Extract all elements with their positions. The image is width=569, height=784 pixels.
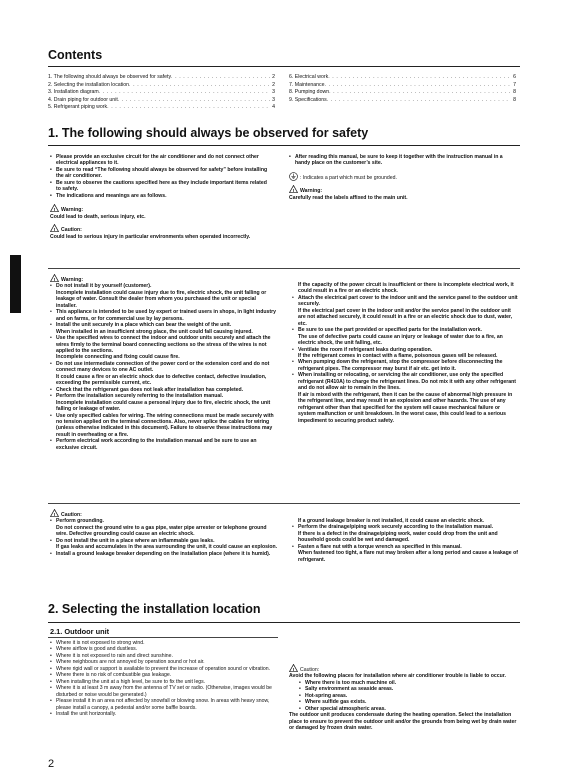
caution-legend: ! Caution: Could lead to serious injury in particular environments when operated incorrectly. (50, 224, 272, 240)
location-item: • Where neighbours are not annoyed by operation sound or hot air. (50, 659, 278, 665)
location-item: • When installing the unit at a high level, be sure to fix the unit legs. (50, 679, 278, 685)
svg-text:!: ! (292, 667, 295, 672)
location-item: • Where rigid wall or support is available to prevent the increase of operation sound or vibration. (50, 666, 278, 672)
warning-item: • Check that the refrigerant gas does not leak after installation has completed. (50, 387, 278, 393)
caution-item: • Install a ground leakage breaker depending on the installation place (where it is humid). (50, 551, 278, 557)
warning-item: • Do not use intermediate connection of the power cord or the extension cord and do not connect many devices to one AC outlet. It could cause a fire or an electric shock due to defective contact, defective insulation, exceeding the permissible current, etc. (50, 361, 278, 387)
intro-item: • After reading this manual, be sure to keep it together with the instruction manual in a handy place on the customer’s site. (289, 154, 517, 167)
box-caution-right: If a ground leakage breaker is not installed, it could cause an electric shock. • Perform the drainage/piping work securely according to the installation manual. If there is a defect in the drainage/piping work, water could drop from the unit and household goods could be wet and damaged. • Fasten a flare nut with a torque wrench as specified in this manual. When fastened too tight, a flare nut may broken after a long period and cause a leakage of refrigerant. (292, 518, 518, 563)
toc-entry[interactable]: 6. Electrical work . . . 6 (289, 74, 516, 82)
warning-item: • Perform electrical work according to the installation manual and be sure to use an exclusive circuit. (50, 438, 278, 451)
page-number: 2 (48, 758, 55, 770)
location-item: • Where airflow is good and dustless. (50, 646, 278, 652)
caution-icon (50, 224, 59, 232)
box-warning-rule (48, 268, 520, 269)
warning-icon (50, 204, 59, 212)
section2-rule (48, 622, 520, 623)
svg-text:!: ! (53, 227, 56, 233)
caution-item: • Perform the drainage/piping work securely according to the installation manual. If there is a defect in the drainage/piping work, water could drop from the unit and household goods could be wet and damaged. (292, 524, 518, 543)
warning-item: • Perform the installation securely referring to the installation manual. Incomplete installation could cause a personal injury due to fire, electric shock, the unit falling or leakage of water. (50, 393, 278, 412)
intro-item: • Please provide an exclusive circuit for the air conditioner and do not connect other electrical appliances to it. (50, 154, 272, 167)
toc-entry[interactable]: 5. Refrigerant piping work . . . 4 (48, 104, 275, 112)
section1-intro-right (289, 154, 517, 201)
toc-right (289, 74, 516, 104)
warning-icon (50, 274, 59, 282)
svg-text:!: ! (53, 512, 56, 517)
avoid-item: • Other special atmospheric areas. (299, 706, 517, 712)
warning-item: • Install the unit securely in a place which can bear the weight of the unit. When installed in an insufficient strong place, the unit could fall causing injured. (50, 322, 278, 335)
subsection-rule (48, 637, 278, 638)
warning-icon (289, 185, 298, 193)
svg-text:!: ! (292, 189, 295, 194)
box-caution-heading: ! Caution: (50, 509, 278, 518)
box-caution-rule (48, 503, 520, 504)
section1-rule (48, 145, 520, 146)
intro-item: • Be sure to read “The following should always be observed for safety” before installing the air conditioner. (50, 167, 272, 180)
ground-legend: : Indicates a part which must be grounded. (289, 172, 517, 181)
svg-text:!: ! (53, 207, 56, 213)
warning-legend: ! Warning: Could lead to death, serious injury, etc. (50, 204, 272, 220)
outdoor-unit-list (50, 640, 278, 717)
box-warning-left (50, 274, 278, 451)
toc-entry[interactable]: 3. Installation diagram . . . 3 (48, 89, 275, 97)
toc-entry[interactable]: 7. Maintenance . . . 7 (289, 82, 516, 90)
location-item: • Where it is at least 3 m away from the antenna of TV set or radio. (Otherwise, images would be disturbed or noise would be generated.) (50, 685, 278, 698)
toc-left (48, 74, 275, 112)
section2-title: 2. Selecting the installation location (48, 602, 261, 616)
svg-text:!: ! (53, 277, 56, 282)
warning-item: • Do not install it by yourself (customer). Incomplete installation could cause injury due to fire, electric shock, the unit falling or leakage of water. Consult the dealer from whom you purchased the unit or special installer. (50, 283, 278, 309)
contents-title: Contents (48, 48, 103, 62)
location-item: • Where there is no risk of combustible gas leakage. (50, 672, 278, 678)
warning-item: • Attach the electrical part cover to the indoor unit and the service panel to the outdoor unit securely. If the electrical part cover in the indoor unit and/or the service panel in the outdoor unit are not attached securely, it could result in a fire or an electric shock due to dust, water, etc. (292, 295, 518, 327)
warning-item: • When installing or relocating, or servicing the air conditioner, use only the specified refrigerant (R410A) to charge the refrigerant lines. Do not mix it with any other refrigerant and do not allow air to remain in the lines. If air is mixed with the refrigerant, then it can be the cause of abnormal high pressure in the refrigerant line, and may result in an explosion and other hazards. The use of any refrigerant other than that specified for the system will cause mechanical failure or system malfunction or unit breakdown. In the worst case, this could lead to a serious impediment to securing product safety. (292, 372, 518, 424)
warning-item: • Use only specified cables for wiring. The wiring connections must be made securely with no tension applied on the terminal connections. Also, never splice the cables for wiring (unless otherwise indicated in this document). Failure to observe these instructions may result in overheating or a fire. (50, 413, 278, 439)
section1-title: 1. The following should always be observed for safety (48, 126, 369, 140)
avoid-item: • Where sulfide gas exists. (299, 699, 517, 705)
intro-item: • The indications and meanings are as follows. (50, 193, 272, 199)
toc-entry[interactable]: 9. Specifications . . . 8 (289, 97, 516, 105)
section1-intro-left (50, 154, 272, 240)
location-item: • Where it is not exposed to rain and direct sunshine. (50, 653, 278, 659)
warning-item: • This appliance is intended to be used by expert or trained users in shops, in light industry and on farms, or for commercial use by lay persons. (50, 309, 278, 322)
location-item: • Please install it in an area not affected by snowfall or blowing snow. In areas with heavy snow, please install a canopy, a pedestal and/or some baffle boards. (50, 698, 278, 711)
toc-entry[interactable]: 4. Drain piping for outdoor unit . . . 3 (48, 97, 275, 105)
toc-entry[interactable]: 1. The following should always be observed for safety . . . 2 (48, 74, 275, 82)
box-caution-left (50, 509, 278, 557)
section2-caution: ! Caution: Avoid the following places for installation where air conditioner trouble is liable to occur. • Where there is too much machine oil. • Salty environment as seaside areas. • Hot-spring areas. • Where sulfide gas exists. • Other special atmospheric areas. The outdoor unit produces condensate during the heating operation. Select the installation place to ensure to prevent the outdoor unit and/or the grounds from being wet by drain water or damaged by frozen drain water. (289, 664, 517, 732)
toc-entry[interactable]: 8. Pumping down . . . 8 (289, 89, 516, 97)
caution-icon (50, 509, 59, 517)
avoid-item: • Where there is too much machine oil. (299, 680, 517, 686)
warning-item: • When pumping down the refrigerant, stop the compressor before disconnecting the refrigerant pipes. The compressor may burst if air etc. get into it. (292, 359, 518, 372)
toc-entry[interactable]: 2. Selecting the installation location . . . 2 (48, 82, 275, 90)
section2-caution-heading: ! Caution: (289, 664, 517, 673)
location-item: • Where it is not exposed to strong wind. (50, 640, 278, 646)
warning-item: • Be sure to use the part provided or specified parts for the installation work. The use of defective parts could cause an injury or leakage of water due to a fire, an electric shock, the unit falling, etc. (292, 327, 518, 346)
caution-icon (289, 664, 298, 672)
box-warning-right: If the capacity of the power circuit is insufficient or there is incomplete electrical work, it could result in a fire or an electric shock. • Attach the electrical part cover to the indoor unit and the service panel to the outdoor unit securely. If the electrical part cover in the indoor unit and/or the service panel in the outdoor unit are not attached securely, it could result in a fire or an electric shock due to dust, water, etc. • Be sure to use the part provided or specified parts for the installation work. The use of defective parts could cause an injury or leakage of water due to a fire, an electric shock, the unit falling, etc. • Ventilate the room if refrigerant leaks during operation. If the refrigerant comes in contact with a flame, poisonous gases will be released. • When pumping down the refrigerant, stop the compressor before disconnecting the refrigerant pipes. The compressor may burst if air etc. get into it. • When installing or relocating, or servicing the air conditioner, use only the specified refrigerant (R410A) to charge the refrigerant lines. Do not mix it with any other refrigerant and do not allow air to remain in the lines. If air is mixed with the refrigerant, then it can be the cause of abnormal high pressure in the refrigerant line, and may result in an explosion and other hazards. The use of any refrigerant other than that specified for the system will cause mechanical failure or system malfunction or unit breakdown. In the worst case, this could lead to a serious impediment to securing product safety. (292, 282, 518, 424)
section2-subtitle: 2.1. Outdoor unit (50, 627, 110, 636)
caution-item: • Perform grounding. Do not connect the ground wire to a gas pipe, water pipe arrester or telephone ground wire. Defective grounding could cause an electric shock. (50, 518, 278, 537)
avoid-item: • Salty environment as seaside areas. (299, 686, 517, 692)
location-item: • Install the unit horizontally. (50, 711, 278, 717)
warning-item: • Use the specified wires to connect the indoor and outdoor units securely and attach the wires firmly to the terminal board connecting sections so the stress of the wires is not applied to the sections. Incomplete connecting and fixing could cause fire. (50, 335, 278, 361)
intro-item: • Be sure to observe the cautions specified here as they include important items related to safety. (50, 180, 272, 193)
ground-icon (289, 172, 298, 181)
warning-item: • Ventilate the room if refrigerant leaks during operation. If the refrigerant comes in contact with a flame, poisonous gases will be released. (292, 347, 518, 360)
caution-item: • Fasten a flare nut with a torque wrench as specified in this manual. When fastened too tight, a flare nut may broken after a long period and cause a leakage of refrigerant. (292, 544, 518, 563)
section-tab-marker (10, 255, 21, 313)
caution-item: • Do not install the unit in a place where an inflammable gas leaks. If gas leaks and accumulates in the area surrounding the unit, it could cause an explosion. (50, 538, 278, 551)
contents-rule-top (48, 66, 520, 67)
box-warning-heading: ! Warning: (50, 274, 278, 283)
warning-right: ! Warning: Carefully read the labels affixed to the main unit. (289, 185, 517, 201)
avoid-item: • Hot-spring areas. (299, 693, 517, 699)
